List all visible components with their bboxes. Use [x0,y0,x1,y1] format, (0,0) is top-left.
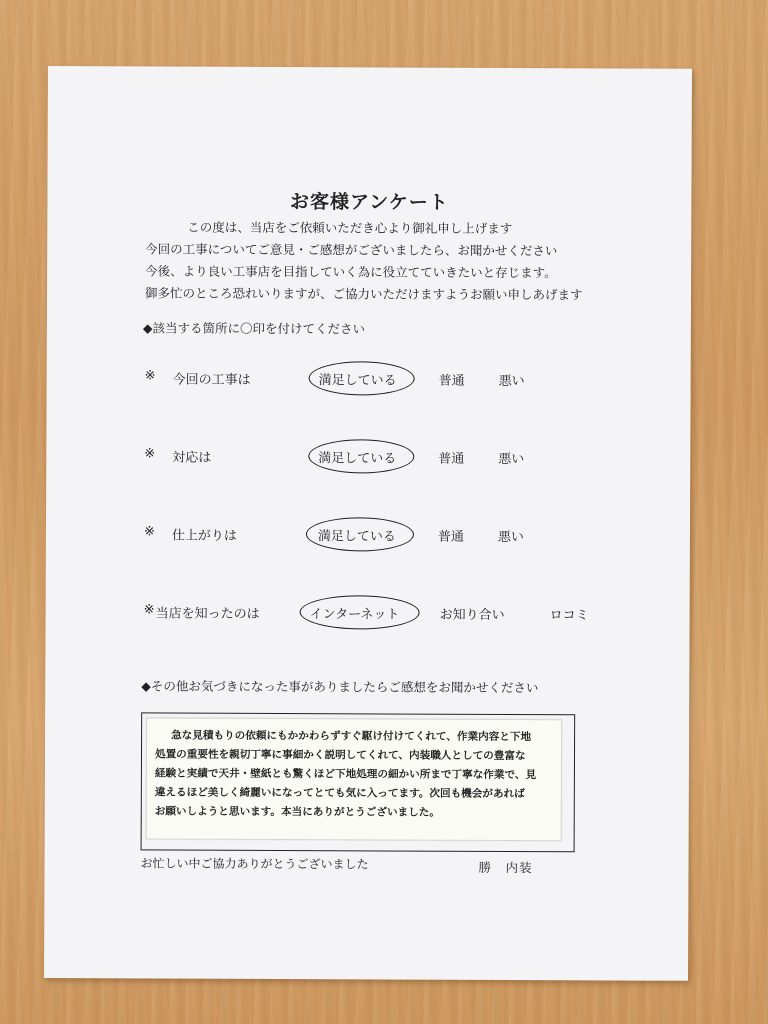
option-bad[interactable]: 悪い [498,373,525,390]
option-normal[interactable]: 普通 [437,529,464,545]
option-bad[interactable]: 悪い [498,451,525,468]
option-satisfied[interactable]: 満足している [318,373,397,389]
question-row-finish [142,518,662,550]
option-internet[interactable]: インターネット [309,607,400,623]
asterisk-mark: ※ [144,368,156,384]
comment-line: お願いしようと思います。本当にありがとうございました。 [154,805,440,819]
comment-line: 違えるほど美しく綺麗いになってとても気に入ってます。次回も機会があれば [154,786,525,801]
intro-line: 今回の工事についてご意見・ご感想がございましたら、お聞かせください [145,241,558,259]
comment-note [146,717,563,841]
question-label: 対応は [172,450,212,466]
comment-box [141,712,576,852]
question-label: 今回の工事は [172,372,251,388]
option-satisfied[interactable]: 満足している [318,451,397,467]
question-label: 仕上がりは [171,528,237,544]
comment-instruction: ◆その他お気づきになった事がありましたらご感想をお聞かせください [141,678,539,696]
option-acquaintance[interactable]: お知り合い [439,607,505,623]
intro-line: 今後、より良い工事店を目指していく為に役立てていきたいと存じます。 [145,263,557,281]
option-normal[interactable]: 普通 [438,373,465,389]
asterisk-mark: ※ [143,524,155,540]
asterisk-mark: ※ [144,446,156,462]
intro-line: 御多忙のところ恐れいりますが、ご協力いただけますようお願い申しあげます [144,285,583,303]
comment-line: 急な見積もりの依頼にもかかわらずすぐ駆け付けてくれて、作業内容と下地 [171,729,532,744]
question-label: 当店を知ったのは [155,606,260,622]
option-normal[interactable]: 普通 [438,451,465,467]
question-row-source [142,596,662,628]
option-bad[interactable]: 悪い [497,529,524,546]
option-word-of-mouth[interactable]: ロコミ [549,608,589,624]
comment-line: 経験と実績で天井・壁紙とも驚くほど下地処理の細かい所まで丁寧な作業で、見 [154,767,537,782]
option-satisfied[interactable]: 満足している [317,529,396,545]
survey-sheet [44,66,692,981]
thanks-text: お忙しい中ご協力ありがとうございました [140,856,369,872]
page-title: お客様アンケート [289,191,449,214]
intro-line: この度は、当店をご依頼いただき心より御礼申し上げます [187,219,513,237]
signature: 勝 内装 [478,859,533,876]
asterisk-mark: ※ [143,602,155,618]
question-row-service [142,440,662,472]
instruction: ◆該当する箇所に〇印を付けてください [142,320,366,337]
intro-text [145,216,665,306]
question-row-work [143,362,663,394]
comment-line: 処置の重要性を親切丁寧に事細かく説明してくれて、内装職人としての豊富な [154,748,526,763]
